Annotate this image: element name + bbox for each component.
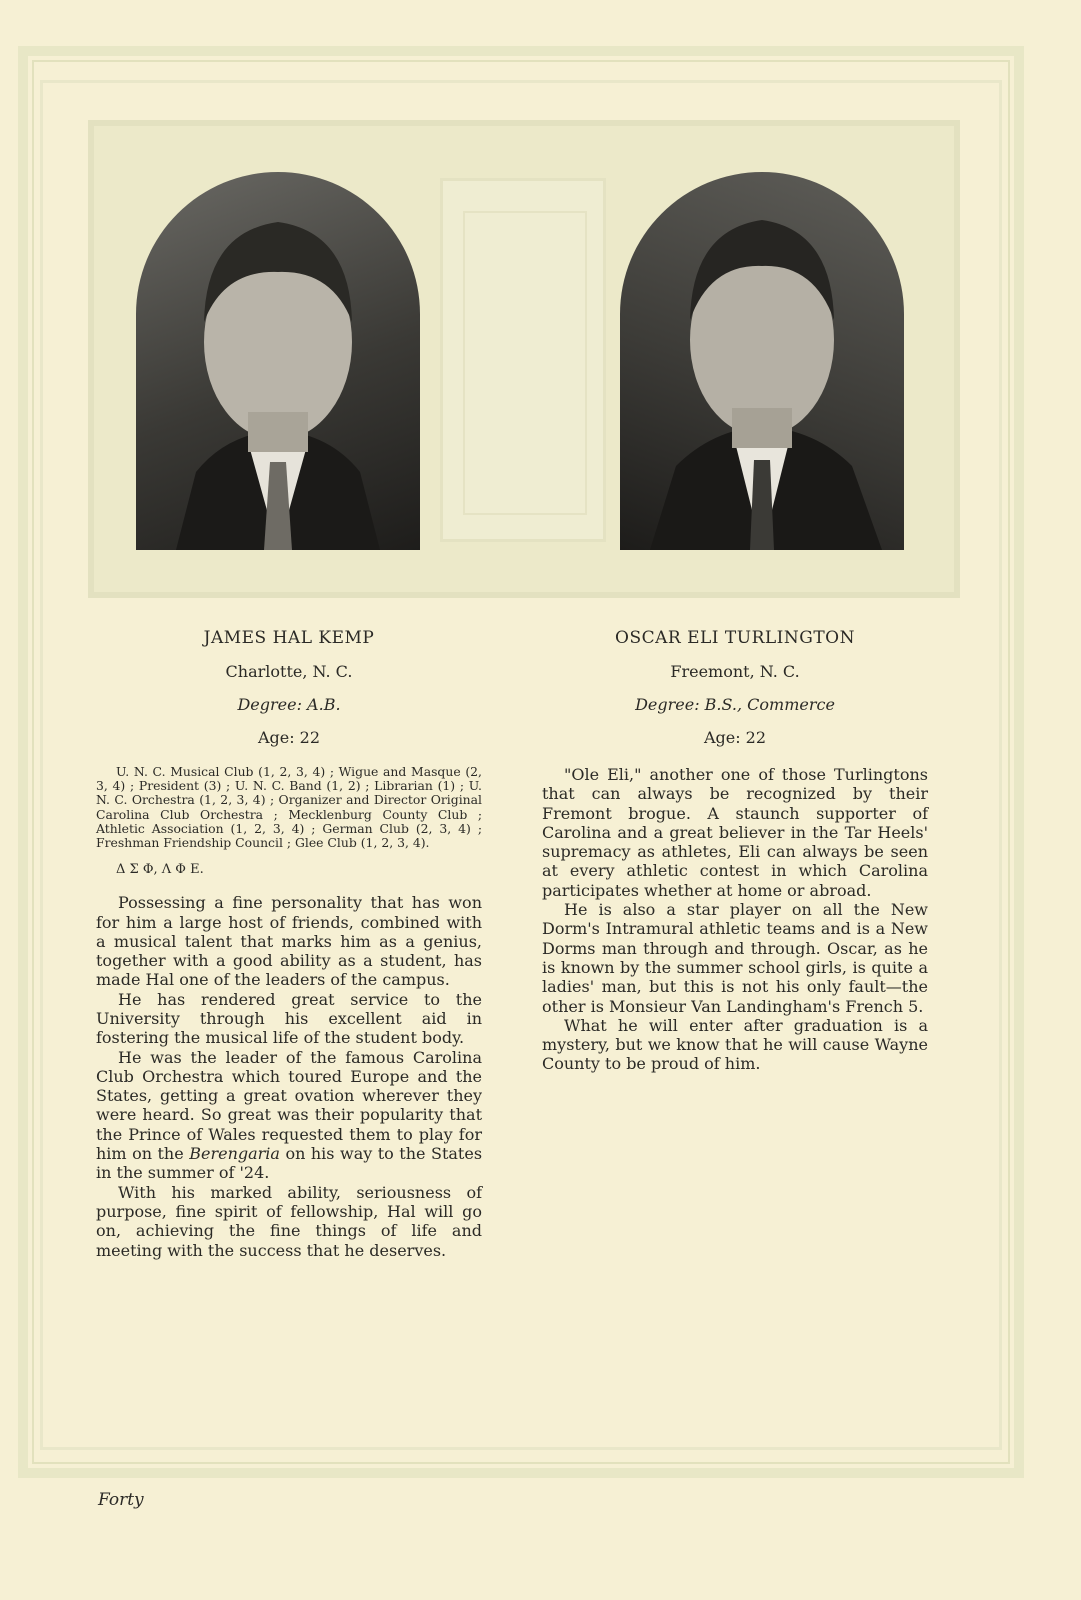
degree: Degree: B.S., Commerce [635, 695, 835, 714]
degree: Degree: A.B. [237, 695, 341, 714]
portrait-james-hal-kemp [136, 172, 420, 550]
bio-paragraph: Possessing a fine personality that has won for him a large host of friends, combined with a musical talent that marks him as a genius, together with a good ability as a student, has made Hal one of the leaders of the campus. [96, 893, 482, 990]
bio-paragraph: "Ole Eli," another one of those Turlingtons that can always be recognized by their Fremont brogue. A staunch supporter of Carolina and a great believer in the Tar Heels' supremacy as athletes, Eli can always be seen at every athletic contest in which Carolina participates whether at home or abroad. [542, 765, 928, 900]
ship-name: Berengaria [189, 1144, 280, 1164]
bio-paragraph: What he will enter after graduation is a mystery, but we know that he will cause Wayne County to be proud of him. [542, 1015, 928, 1074]
center-ornament [440, 178, 606, 542]
bio-paragraph: He has rendered great service to the University through his excellent aid in fostering the musical life of the student body. [96, 989, 482, 1048]
portrait-silhouette-left [136, 172, 420, 550]
portrait-oscar-eli-turlington [620, 172, 904, 550]
biography-kemp [96, 628, 482, 1260]
bio-text: He was the leader of the famous Carolina Club Orchestra which toured Europe and the States, getting a great ovation wherever they were heard. So great was their popularity that the Prince of Wales requested them to play for him on the [96, 1047, 482, 1164]
page-number: Forty [98, 1490, 144, 1510]
fraternities: Δ Σ Φ, Λ Φ E. [116, 862, 204, 878]
age: Age: 22 [257, 728, 321, 747]
bio-text: on his way to the States in the summer of '24. [96, 1144, 483, 1183]
portrait-silhouette-right [620, 172, 904, 550]
hometown: Freemont, N. C. [670, 662, 800, 681]
age: Age: 22 [703, 728, 767, 747]
biography-turlington [542, 628, 928, 1074]
activities-list: U. N. C. Musical Club (1, 2, 3, 4) ; Wigue and Masque (2, 3, 4) ; President (3) ; U. N. C. Band (1, 2) ; Librarian (1) ; U. N. C. Orchestra (1, 2, 3, 4) ; Organizer and Director Original Carolina Club Orchestra ; Mecklenburg County Club ; Athletic Association (1, 2, 3, 4) ; German Club (2, 3, 4) ; Freshman Friendship Council ; Glee Club (1, 2, 3, 4). [96, 764, 482, 851]
hometown: Charlotte, N. C. [225, 662, 353, 681]
student-name: JAMES HAL KEMP [203, 628, 375, 648]
bio-paragraph: With his marked ability, seriousness of purpose, fine spirit of fellowship, Hal will go on, achieving the fine things of life and meeting with the success that he deserves. [96, 1182, 482, 1260]
bio-paragraph [96, 1048, 482, 1183]
bio-paragraph: He is also a star player on all the New Dorm's Intramural athletic teams and is a New Dorms man through and through. Oscar, as he is known by the summer school girls, is quite a ladies' man, but this is not his only fault—the other is Monsieur Van Landingham's French 5. [542, 900, 928, 1016]
student-name: OSCAR ELI TURLINGTON [615, 628, 855, 648]
